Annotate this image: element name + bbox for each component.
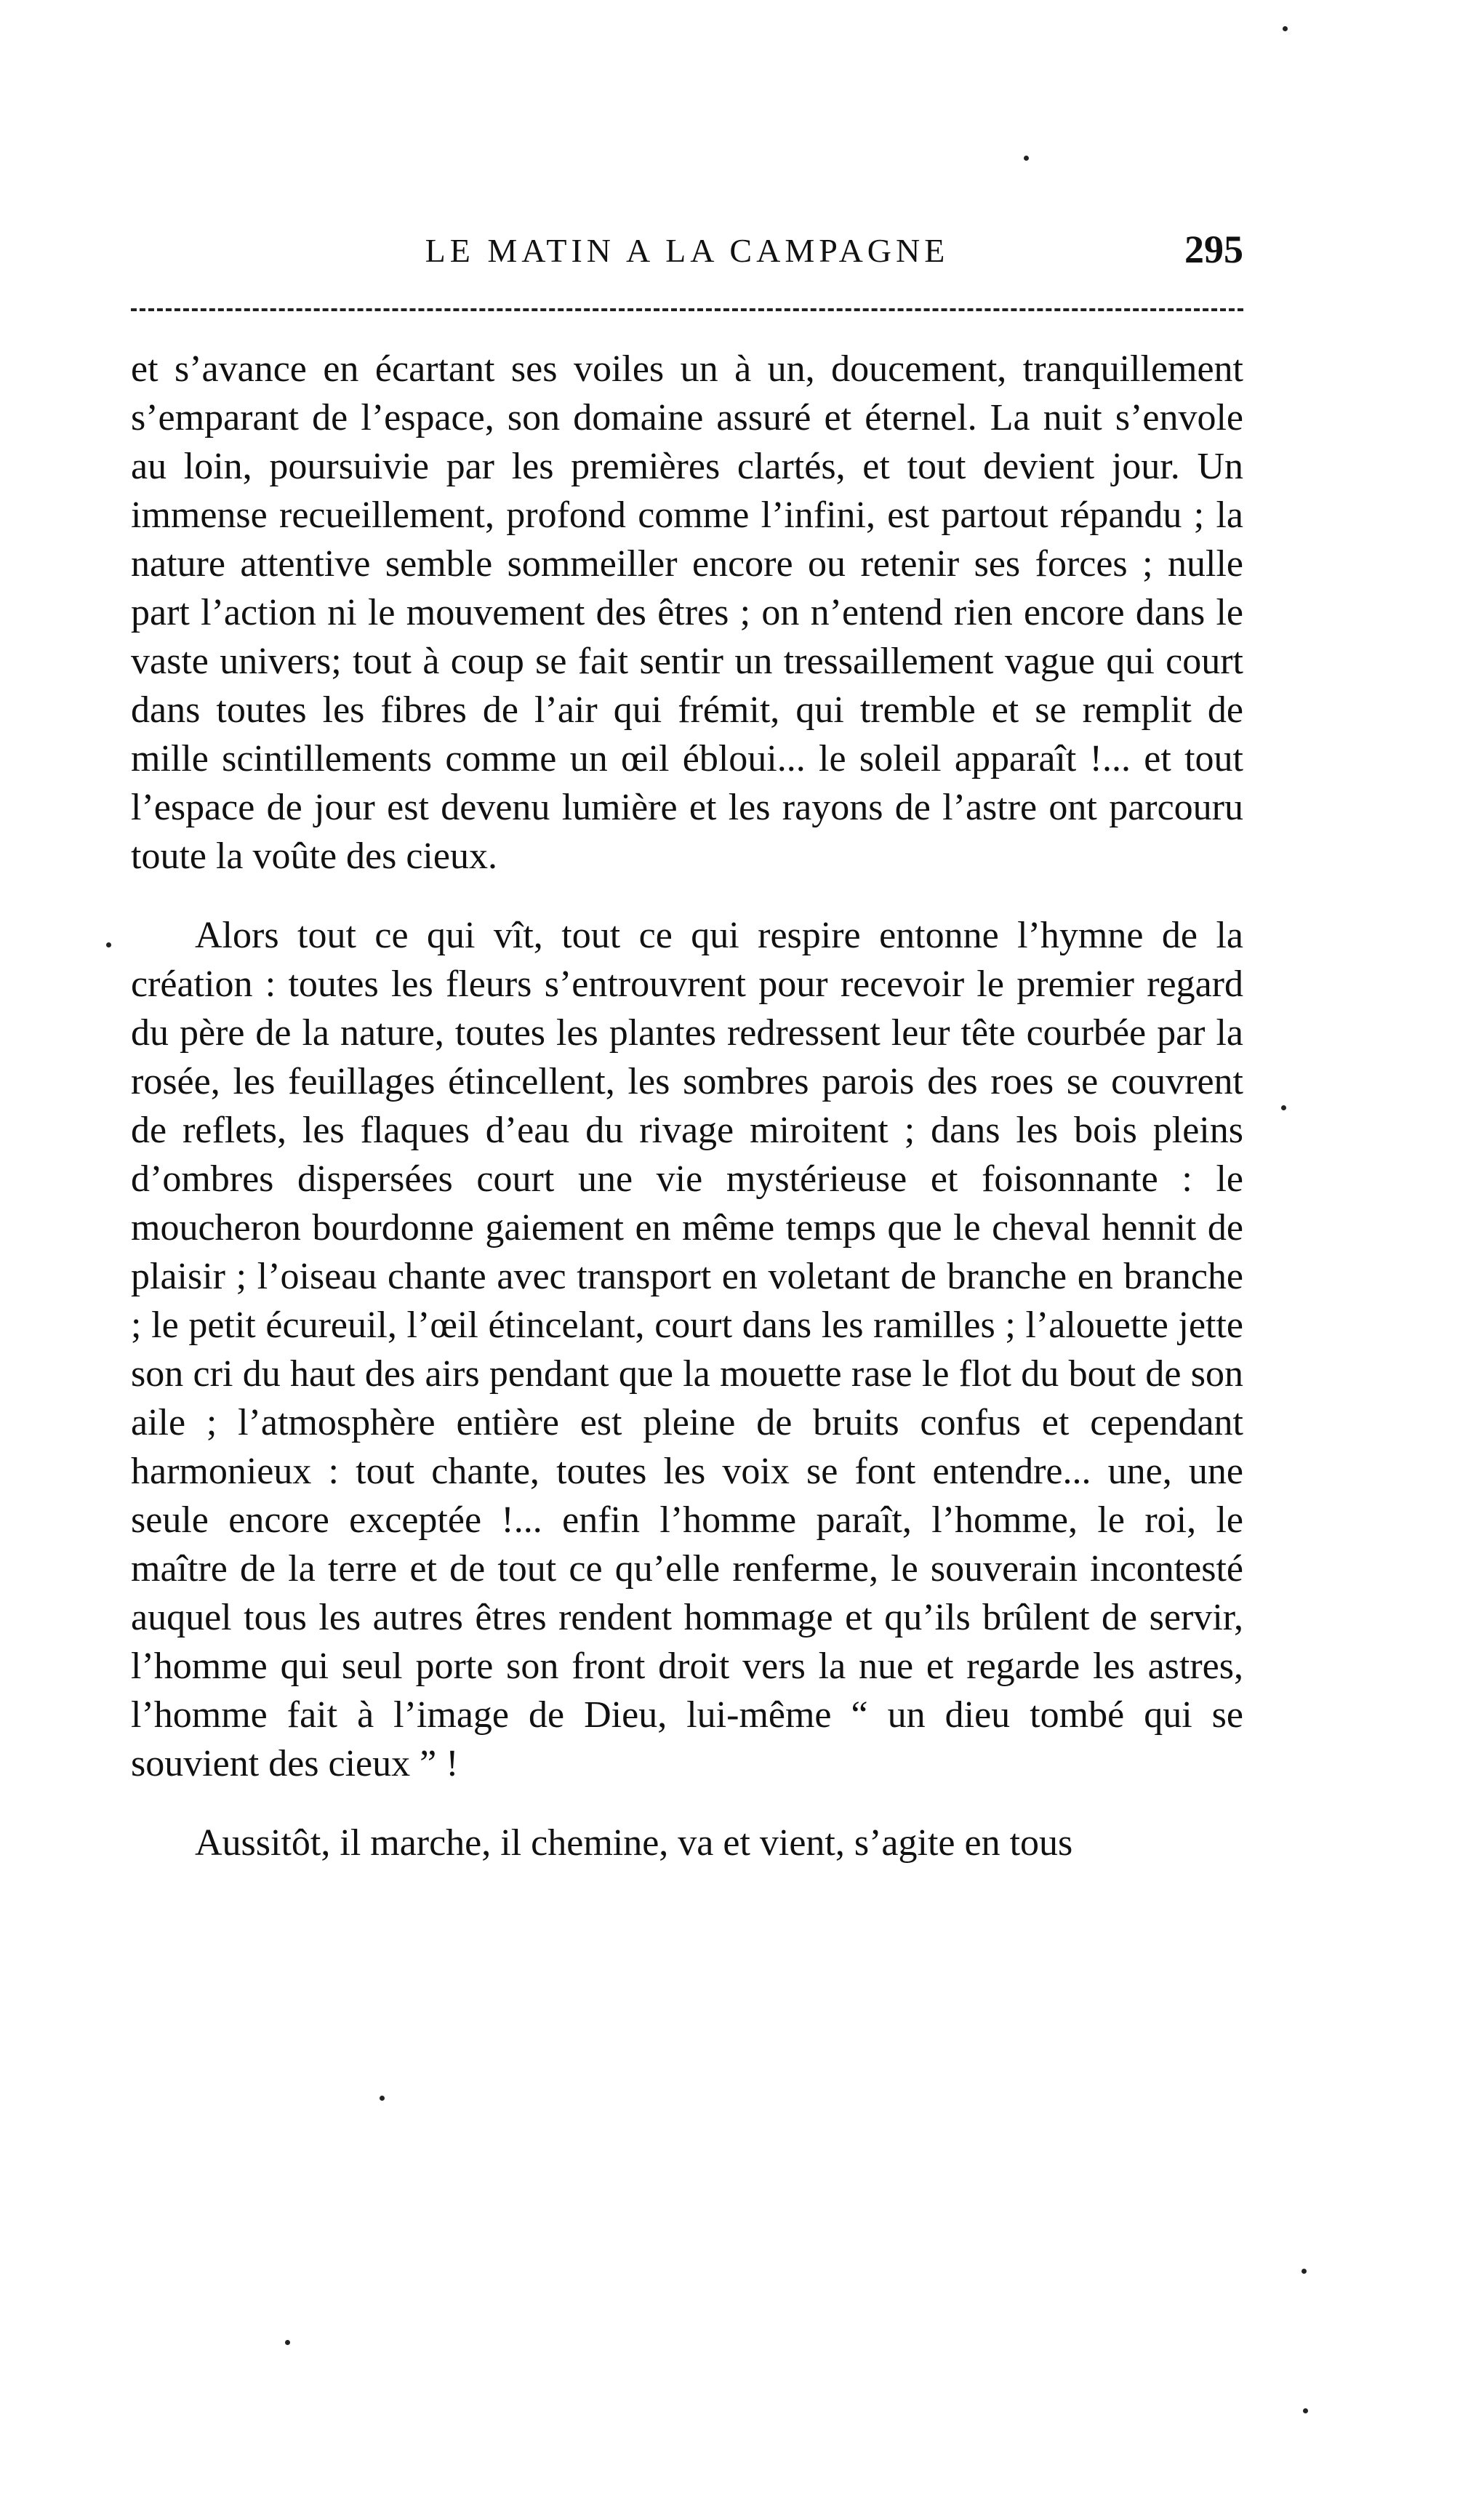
paragraph-3: Aussitôt, il marche, il chemine, va et vient, s’agite en tous	[195, 1822, 1073, 1864]
running-head	[131, 228, 1243, 282]
scan-speck	[380, 2096, 385, 2101]
page-number: 295	[1184, 228, 1243, 271]
body-text	[131, 345, 1243, 1867]
scan-speck	[106, 942, 111, 947]
scan-speck	[1281, 1105, 1286, 1110]
scan-speck	[1303, 2408, 1308, 2413]
header-rule	[131, 308, 1243, 311]
paragraph-2: Alors tout ce qui vît, tout ce qui respire entonne l’hymne de la création : toutes les fleurs s’entrouvrent pour recevoir le premier regard du père de la nature, toutes les plantes redressent leur tête courbée par la rosée, les feuillages étincellent, les sombres parois des roes se couvrent de reflets, les flaques d’eau du rivage miroitent ; dans les bois pleins d’ombres dispersées court une vie mystérieuse et foisonnante : le moucheron bourdonne gaiement en même temps que le cheval hennit de plaisir ; l’oiseau chante avec transport en voletant de branche en branche ; le petit écureuil, l’œil étincelant, court dans les ramilles ; l’alouette jette son cri du haut des airs pendant que la mouette rase le flot du bout de son aile ; l’atmosphère entière est pleine de bruits confus et cependant harmonieux : tout chante, toutes les voix se font entendre... une, une seule encore exceptée !... enfin l’homme paraît, l’homme, le roi, le maître de la terre et de tout ce qu’elle renferme, le souverain incontesté auquel tous les autres êtres rendent hommage et qu’ils brûlent de servir, l’homme qui seul porte son front droit vers la nue et regarde les astres, l’homme fait à l’image de Dieu, lui-même “ un dieu tombé qui se souvient des cieux ” !	[131, 915, 1243, 1784]
scan-speck	[1024, 156, 1029, 161]
scan-speck	[285, 2340, 290, 2345]
scan-speck	[1283, 26, 1288, 31]
running-title: LE MATIN A LA CAMPAGNE	[425, 232, 950, 269]
scan-speck	[1301, 2269, 1307, 2274]
paragraph-1: et s’avance en écartant ses voiles un à un, doucement, tranquillement s’emparant de l’espace, son domaine assuré et éternel. La nuit s’envole au loin, poursuivie par les premières clartés, et tout devient jour. Un immense recueillement, profond comme l’infini, est partout répandu ; la nature attentive semble sommeiller encore ou retenir ses forces ; nulle part l’action ni le mouvement des êtres ; on n’entend rien encore dans le vaste univers; tout à coup se fait sentir un tressaillement vague qui court dans toutes les fibres de l’air qui frémit, qui tremble et se remplit de mille scintillements comme un œil ébloui... le soleil apparaît !... et tout l’espace de jour est devenu lumière et les rayons de l’astre ont parcouru toute la voûte des cieux.	[131, 348, 1243, 877]
